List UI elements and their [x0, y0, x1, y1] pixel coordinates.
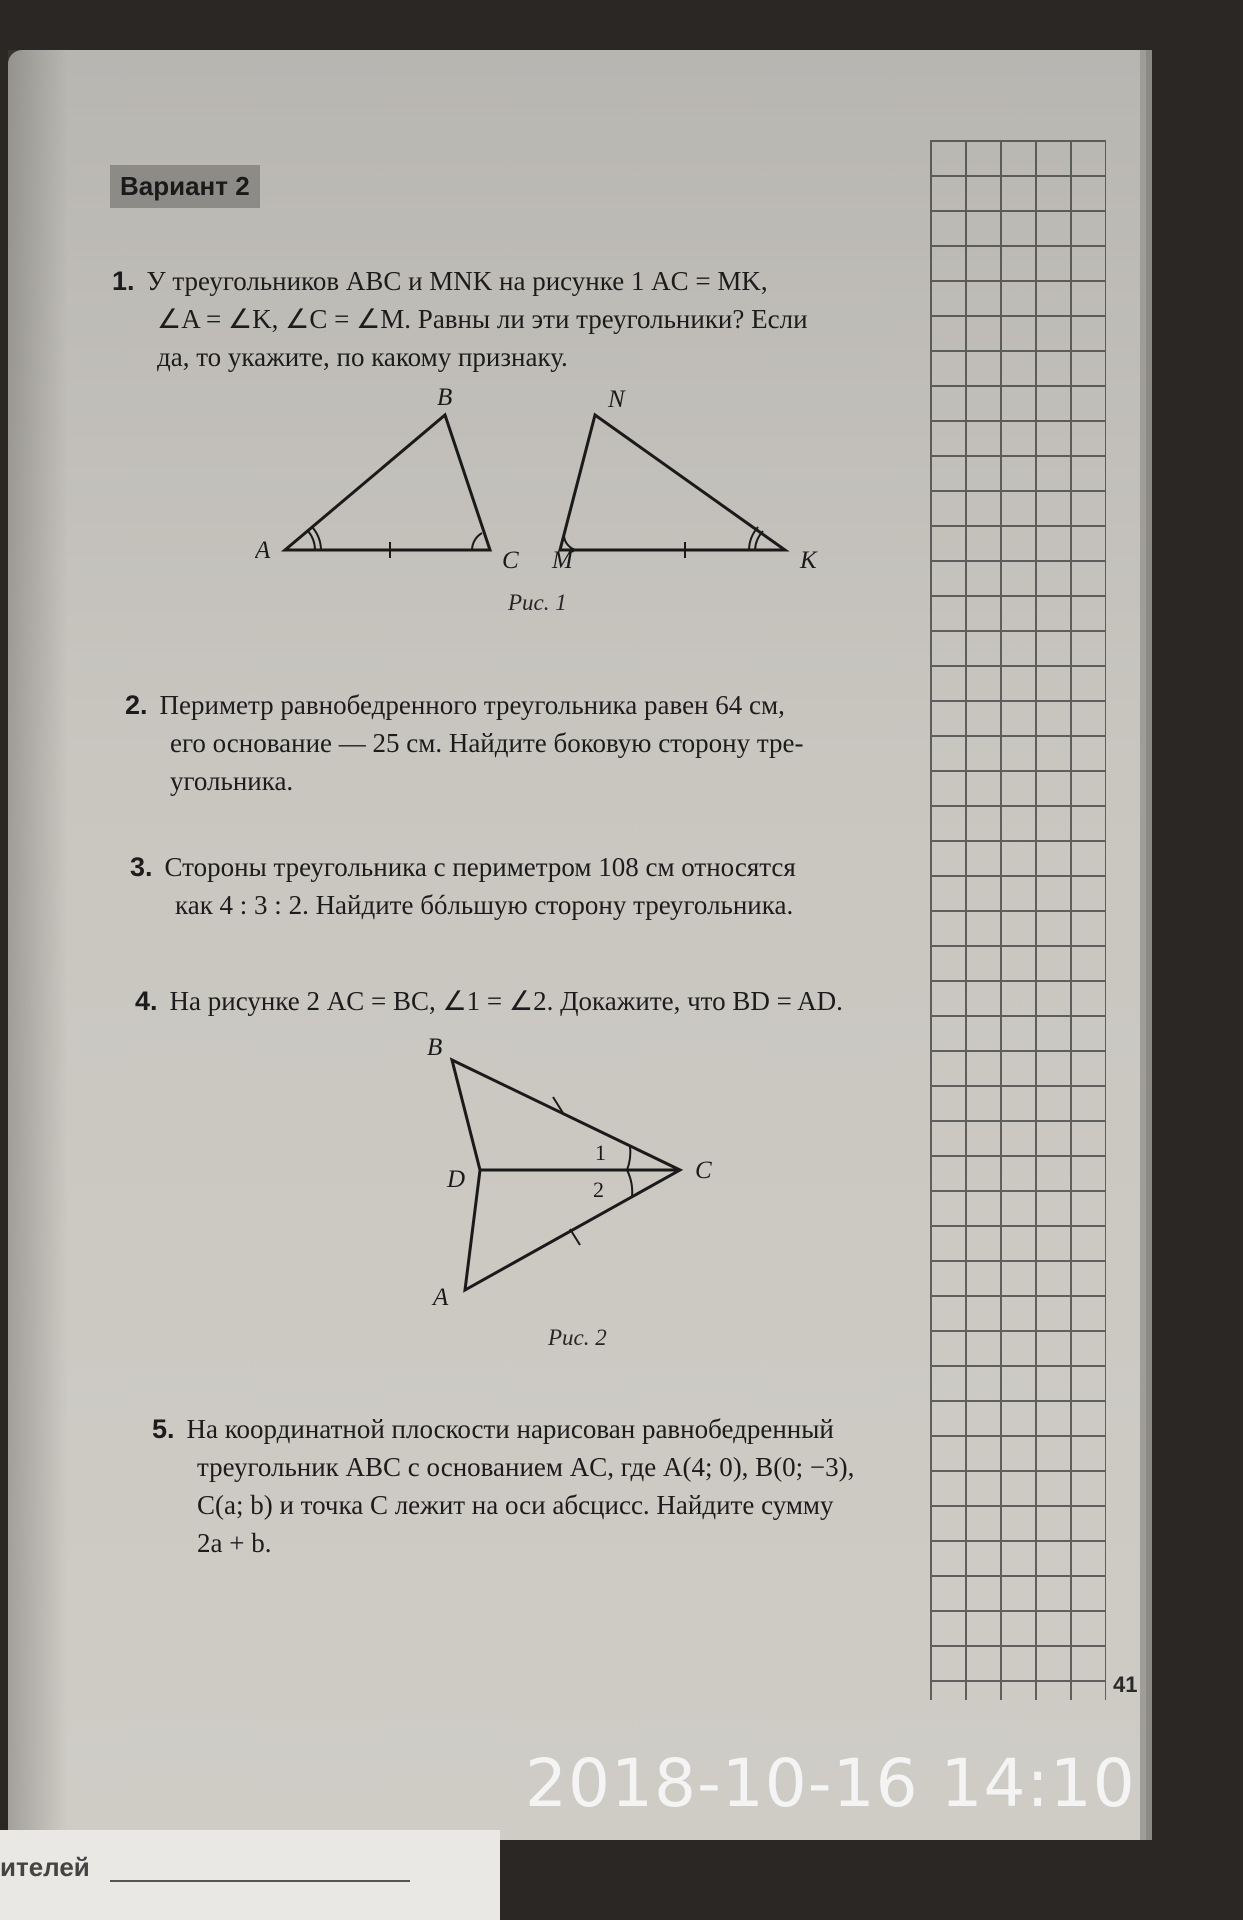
- label-a: A: [255, 537, 271, 564]
- figure-2-caption: Рис. 2: [548, 1325, 607, 1350]
- task-line: ∠A = ∠K, ∠C = ∠M. Равны ли эти треугольники? Если: [157, 304, 808, 334]
- task-line: Стороны треугольника с периметром 108 см относятся: [164, 852, 796, 882]
- figure-1-caption: Рис. 1: [508, 590, 567, 615]
- task-line: его основание — 25 см. Найдите боковую сторону тре-: [170, 728, 804, 758]
- task-number: 2.: [125, 690, 148, 720]
- task-2: [125, 686, 955, 800]
- task-line: угольника.: [170, 766, 294, 796]
- task-5: [152, 1410, 982, 1562]
- task-3: [130, 848, 960, 924]
- task-number: 3.: [130, 852, 153, 882]
- label-a: A: [433, 1284, 449, 1311]
- triangle-abc: [285, 415, 490, 550]
- task-line: На рисунке 2 AC = BC, ∠1 = ∠2. Докажите, что BD = AD.: [169, 986, 843, 1016]
- task-line: C(a; b) и точка C лежит на оси абсцисс. Найдите сумму: [197, 1490, 834, 1520]
- label-k: K: [800, 547, 817, 574]
- task-line: 2a + b.: [197, 1528, 272, 1558]
- slip-line: [110, 1880, 410, 1882]
- task-number: 4.: [135, 986, 158, 1016]
- task-line: У треугольников ABC и MNK на рисунке 1 AC = MK,: [146, 266, 768, 296]
- task-number: 5.: [152, 1414, 175, 1444]
- task-line: как 4 : 3 : 2. Найдите бóльшую сторону треугольника.: [175, 890, 794, 920]
- slip-text: ителей: [0, 1852, 90, 1882]
- spine-shadow: [8, 50, 68, 1840]
- label-c: C: [502, 547, 519, 574]
- task-line: треугольник ABC с основанием AC, где A(4; 0), B(0; −3),: [197, 1452, 855, 1482]
- figure-2: [425, 1035, 745, 1320]
- figure-1: [255, 385, 835, 575]
- label-b: B: [437, 385, 453, 411]
- task-4: [135, 982, 965, 1020]
- task-line: Периметр равнобедренного треугольника равен 64 см,: [159, 690, 785, 720]
- page-number: 41: [1113, 1672, 1138, 1697]
- label-b: B: [427, 1035, 443, 1061]
- quadrilateral-bdac: [452, 1060, 680, 1290]
- triangle-mnk: [560, 415, 785, 550]
- task-number: 1.: [112, 266, 135, 296]
- photo-timestamp: 2018-10-16 14:10: [525, 1745, 1136, 1822]
- label-n: N: [608, 386, 625, 413]
- angle-2-label: 2: [593, 1177, 604, 1202]
- angle-1-label: 1: [595, 1140, 606, 1165]
- label-d: D: [447, 1166, 466, 1193]
- task-line: да, то укажите, по какому признаку.: [157, 342, 568, 372]
- task-line: На координатной плоскости нарисован равнобедренный: [186, 1414, 834, 1444]
- label-m: M: [552, 547, 573, 574]
- task-1: [112, 262, 942, 376]
- variant-badge: Вариант 2: [110, 165, 260, 208]
- label-c: C: [695, 1157, 712, 1184]
